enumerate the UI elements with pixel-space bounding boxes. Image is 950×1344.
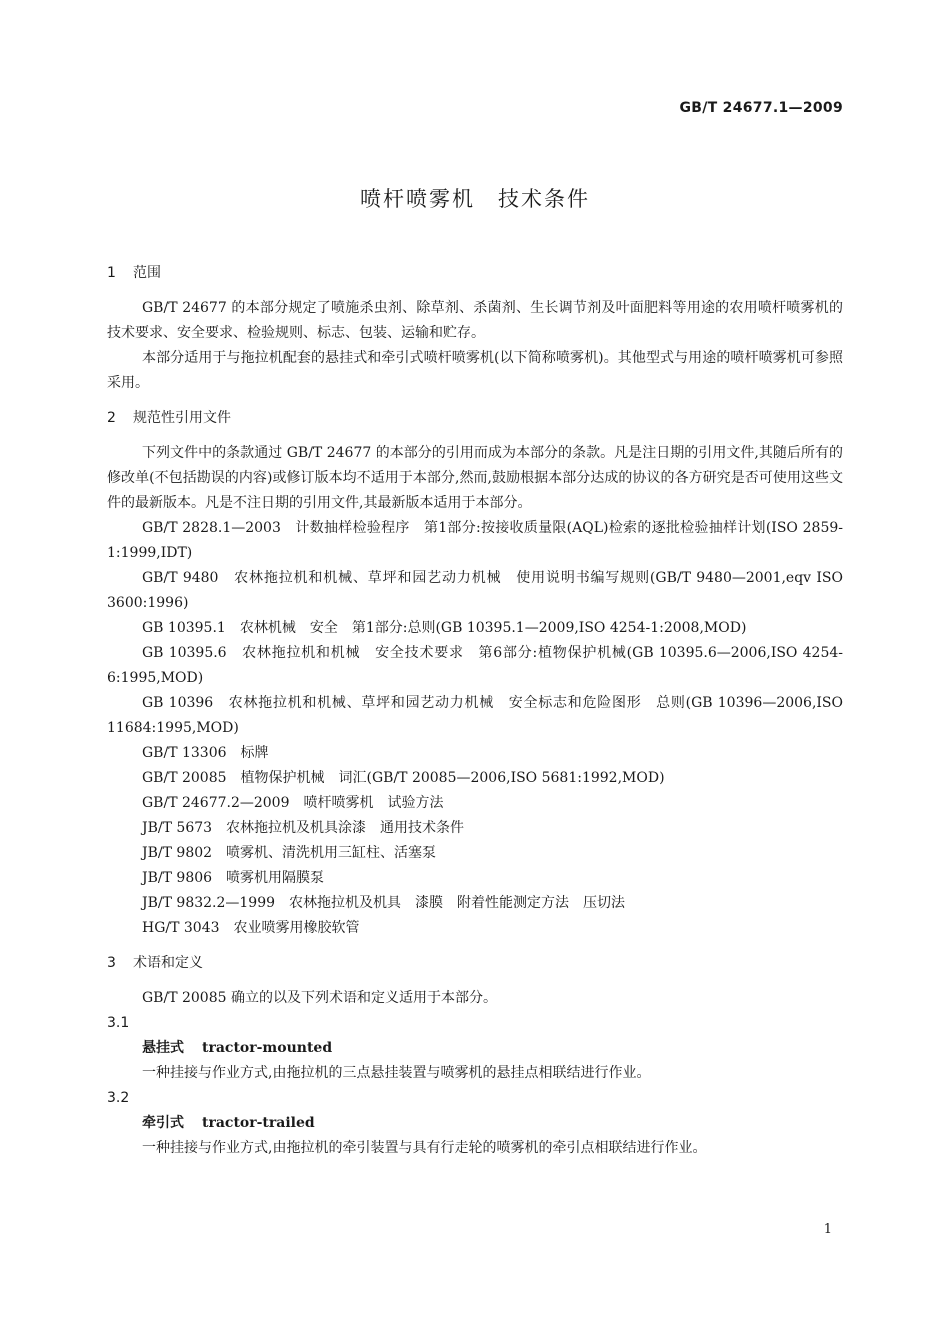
term-chinese: 牵引式 xyxy=(142,1115,184,1131)
term-definition: 一种挂接与作业方式,由拖拉机的三点悬挂装置与喷雾机的悬挂点相联结进行作业。 xyxy=(142,1065,651,1081)
page-title: 喷杆喷雾机 技术条件 xyxy=(360,187,590,211)
reference-item: GB/T 13306 标牌 xyxy=(142,745,269,761)
reference-item: GB/T 9480 农林拖拉机和机械、草坪和园艺动力机械 使用说明书编写规则(GB/T 9480—2001,eqv ISO 3600:1996) xyxy=(107,570,843,611)
section-heading-terms-definitions xyxy=(107,951,843,976)
term-chinese: 悬挂式 xyxy=(142,1040,184,1056)
page-number: 1 xyxy=(823,1222,832,1237)
section-number: 1 xyxy=(107,265,116,281)
reference-item: HG/T 3043 农业喷雾用橡胶软管 xyxy=(142,920,360,936)
term-english: tractor-mounted xyxy=(202,1040,333,1056)
term-english: tractor-trailed xyxy=(202,1115,315,1131)
reference-item: GB 10396 农林拖拉机和机械、草坪和园艺动力机械 安全标志和危险图形 总则(GB 10396—2006,ISO 11684:1995,MOD) xyxy=(107,695,843,736)
reference-item: JB/T 9802 喷雾机、清洗机用三缸柱、活塞泵 xyxy=(142,845,437,861)
term-entry xyxy=(107,1036,843,1061)
section-title: 范围 xyxy=(133,265,161,281)
section-heading-scope xyxy=(107,261,843,286)
standard-code: GB/T 24677.1—2009 xyxy=(679,100,843,116)
reference-item: GB 10395.6 农林拖拉机和机械 安全技术要求 第6部分:植物保护机械(GB 10395.6—2006,ISO 4254-6:1995,MOD) xyxy=(107,645,843,686)
term-definition: 一种挂接与作业方式,由拖拉机的牵引装置与具有行走轮的喷雾机的牵引点相联结进行作业。 xyxy=(142,1140,707,1156)
section-title: 规范性引用文件 xyxy=(133,410,231,426)
term-entry xyxy=(107,1111,843,1136)
document-body xyxy=(107,261,843,1161)
section-heading-normative-references xyxy=(107,406,843,431)
reference-item: GB/T 2828.1—2003 计数抽样检验程序 第1部分:按接收质量限(AQL)检索的逐批检验抽样计划(ISO 2859-1:1999,IDT) xyxy=(107,520,843,561)
term-number: 3.2 xyxy=(107,1090,130,1106)
scope-paragraph-1: GB/T 24677 的本部分规定了喷施杀虫剂、除草剂、杀菌剂、生长调节剂及叶面肥料等用途的农用喷杆喷雾机的技术要求、安全要求、检验规则、标志、包装、运输和贮存。 xyxy=(107,300,843,341)
references-intro: 下列文件中的条款通过 GB/T 24677 的本部分的引用而成为本部分的条款。凡是注日期的引用文件,其随后所有的修改单(不包括勘误的内容)或修订版本均不适用于本部分,然而,鼓励根据本部分达成的协议的各方研究是否可使用这些文件的最新版本。凡是不注日期的引用文件,其最新版本适用于本部分。 xyxy=(107,445,843,511)
section-number: 3 xyxy=(107,955,116,971)
reference-item: JB/T 9832.2—1999 农林拖拉机及机具 漆膜 附着性能测定方法 压切法 xyxy=(142,895,626,911)
reference-item: JB/T 5673 农林拖拉机及机具涂漆 通用技术条件 xyxy=(142,820,465,836)
reference-item: GB/T 20085 植物保护机械 词汇(GB/T 20085—2006,ISO 5681:1992,MOD) xyxy=(142,770,665,786)
reference-item: GB 10395.1 农林机械 安全 第1部分:总则(GB 10395.1—2009,ISO 4254-1:2008,MOD) xyxy=(142,620,747,636)
scope-paragraph-2: 本部分适用于与拖拉机配套的悬挂式和牵引式喷杆喷雾机(以下简称喷雾机)。其他型式与用途的喷杆喷雾机可参照采用。 xyxy=(107,350,843,391)
section-number: 2 xyxy=(107,410,116,426)
section-title: 术语和定义 xyxy=(133,955,203,971)
term-number: 3.1 xyxy=(107,1015,130,1031)
terms-intro: GB/T 20085 确立的以及下列术语和定义适用于本部分。 xyxy=(142,990,497,1006)
reference-item: JB/T 9806 喷雾机用隔膜泵 xyxy=(142,870,325,886)
reference-item: GB/T 24677.2—2009 喷杆喷雾机 试验方法 xyxy=(142,795,444,811)
